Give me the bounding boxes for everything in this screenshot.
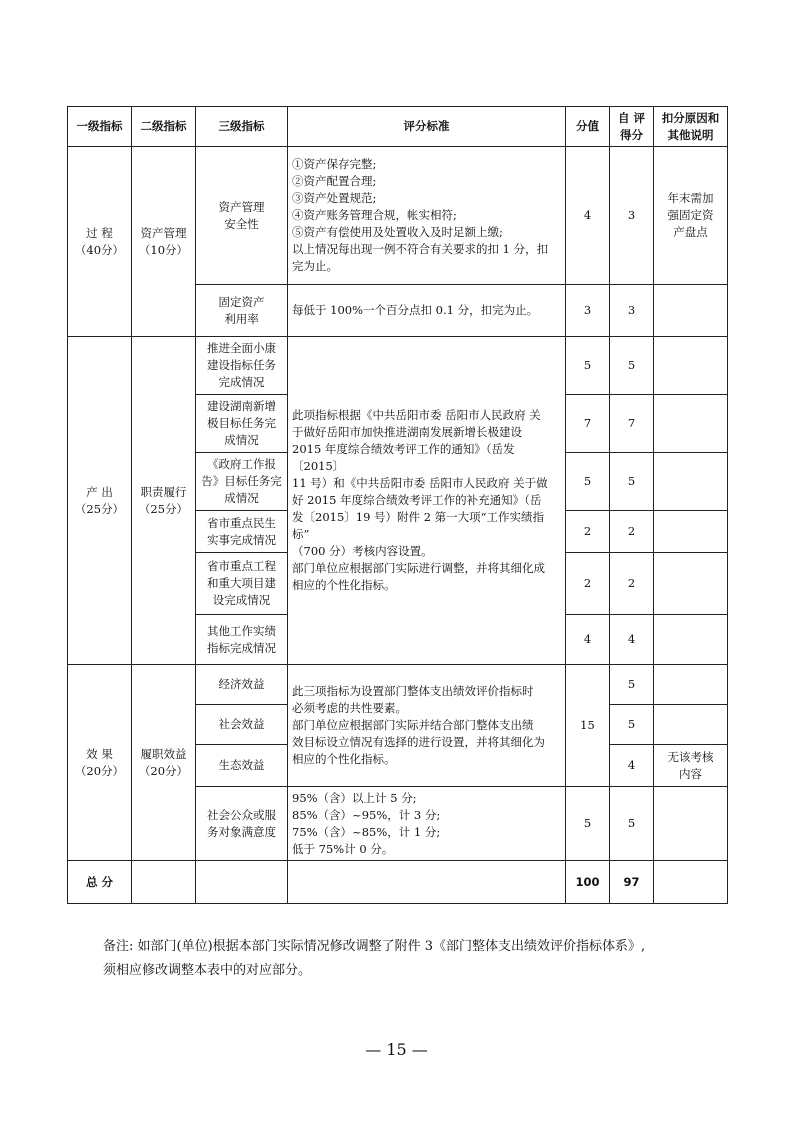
- reason-cell: [654, 615, 728, 665]
- empty-cell: [132, 861, 196, 904]
- level3-cell: 推进全面小康 建设指标任务 完成情况: [196, 337, 288, 395]
- header-row: [68, 107, 728, 147]
- table-row: [68, 337, 728, 395]
- level3-cell: 社会公众或服 务对象满意度: [196, 787, 288, 861]
- header-level2: 二级指标: [132, 107, 196, 147]
- self-score-cell: 2: [610, 553, 654, 615]
- header-score: 分值: [566, 107, 610, 147]
- score-cell: 3: [566, 285, 610, 337]
- header-level3: 三级指标: [196, 107, 288, 147]
- effect-level1: 效 果 （20分）: [68, 665, 132, 861]
- score-cell: 4: [566, 615, 610, 665]
- self-score-cell: 2: [610, 511, 654, 553]
- criteria-cell: 每低于 100%一个百分点扣 0.1 分，扣完为止。: [288, 285, 566, 337]
- reason-cell: [654, 665, 728, 705]
- score-cell: 5: [566, 787, 610, 861]
- self-score-cell: 5: [610, 665, 654, 705]
- output-criteria: 此项指标根据《中共岳阳市委 岳阳市人民政府 关 于做好岳阳市加快推进湖南发展新增长极建设 2015 年度综合绩效考评工作的通知》（岳发〔2015〕 11 号）和《中共岳阳市委 岳阳市人民政府 关于做 好 2015 年度综合绩效考评工作的补充通知》（岳 发〔2015〕19 号）附件 2 第一大项“工作实绩指标” （700 分）考核内容设置。 部门单位应根据部门实际进行调整，并将其细化成 相应的个性化指标。: [288, 337, 566, 665]
- self-score-cell: 3: [610, 147, 654, 285]
- empty-cell: [196, 861, 288, 904]
- score-cell: 7: [566, 395, 610, 453]
- score-cell: 4: [566, 147, 610, 285]
- total-label: 总 分: [68, 861, 132, 904]
- self-score-cell: 5: [610, 453, 654, 511]
- level3-cell: 经济效益: [196, 665, 288, 705]
- self-score-cell: 7: [610, 395, 654, 453]
- level3-cell: 省市重点工程 和重大项目建 设完成情况: [196, 553, 288, 615]
- reason-cell: [654, 453, 728, 511]
- remark: [103, 935, 743, 983]
- reason-cell: [654, 787, 728, 861]
- reason-cell: [654, 395, 728, 453]
- level3-cell: 建设湖南新增 极目标任务完 成情况: [196, 395, 288, 453]
- reason-cell: [654, 337, 728, 395]
- output-level1: 产 出 （25分）: [68, 337, 132, 665]
- score-cell: 2: [566, 553, 610, 615]
- level3-cell: 固定资产 利用率: [196, 285, 288, 337]
- page-number: — 15 —: [365, 1040, 428, 1059]
- reason-cell: [654, 511, 728, 553]
- total-self-score: 97: [610, 861, 654, 904]
- effect-criteria: 此三项指标为设置部门整体支出绩效评价指标时 必须考虑的共性要素。 部门单位应根据部门实际并结合部门整体支出绩 效目标设立情况有选择的进行设置，并将其细化为 相应的个性化指标。: [288, 665, 566, 787]
- effect-level2: 履职效益 （20分）: [132, 665, 196, 861]
- self-score-cell: 4: [610, 745, 654, 787]
- empty-cell: [288, 861, 566, 904]
- table-row: [68, 147, 728, 285]
- criteria-cell: 95%（含）以上计 5 分; 85%（含）~95%，计 3 分; 75%（含）~85%，计 1 分; 低于 75%计 0 分。: [288, 787, 566, 861]
- level3-cell: 其他工作实绩 指标完成情况: [196, 615, 288, 665]
- header-reason: 扣分原因和 其他说明: [654, 107, 728, 147]
- header-self-score: 自 评 得分: [610, 107, 654, 147]
- header-level1: 一级指标: [68, 107, 132, 147]
- score-cell: 5: [566, 453, 610, 511]
- score-cell: 5: [566, 337, 610, 395]
- level3-cell: 《政府工作报 告》目标任务完 成情况: [196, 453, 288, 511]
- evaluation-table: [67, 106, 728, 904]
- self-score-cell: 3: [610, 285, 654, 337]
- level3-cell: 生态效益: [196, 745, 288, 787]
- remark-line: 备注: 如部门(单位)根据本部门实际情况修改调整了附件 3《部门整体支出绩效评价指标体系》,: [103, 939, 646, 954]
- level3-cell: 省市重点民生 实事完成情况: [196, 511, 288, 553]
- empty-cell: [654, 861, 728, 904]
- total-score: 100: [566, 861, 610, 904]
- total-row: [68, 861, 728, 904]
- self-score-cell: 5: [610, 705, 654, 745]
- score-cell: 2: [566, 511, 610, 553]
- criteria-cell: ①资产保存完整; ②资产配置合理; ③资产处置规范; ④资产账务管理合规，帐实相符; ⑤资产有偿使用及处置收入及时足额上缴; 以上情况每出现一例不符合有关要求的扣 1 分，扣 完为止。: [288, 147, 566, 285]
- reason-cell: [654, 285, 728, 337]
- table-row: [68, 665, 728, 705]
- reason-cell: [654, 553, 728, 615]
- level3-cell: 资产管理 安全性: [196, 147, 288, 285]
- self-score-cell: 5: [610, 337, 654, 395]
- effect-group-score: 15: [566, 665, 610, 787]
- self-score-cell: 5: [610, 787, 654, 861]
- level3-cell: 社会效益: [196, 705, 288, 745]
- process-level1: 过 程 （40分）: [68, 147, 132, 337]
- process-level2: 资产管理 （10分）: [132, 147, 196, 337]
- header-criteria: 评分标准: [288, 107, 566, 147]
- output-level2: 职责履行 （25分）: [132, 337, 196, 665]
- self-score-cell: 4: [610, 615, 654, 665]
- reason-cell: 年末需加 强固定资 产盘点: [654, 147, 728, 285]
- reason-cell: 无该考核 内容: [654, 745, 728, 787]
- remark-line: 须相应修改调整本表中的对应部分。: [103, 963, 312, 978]
- reason-cell: [654, 705, 728, 745]
